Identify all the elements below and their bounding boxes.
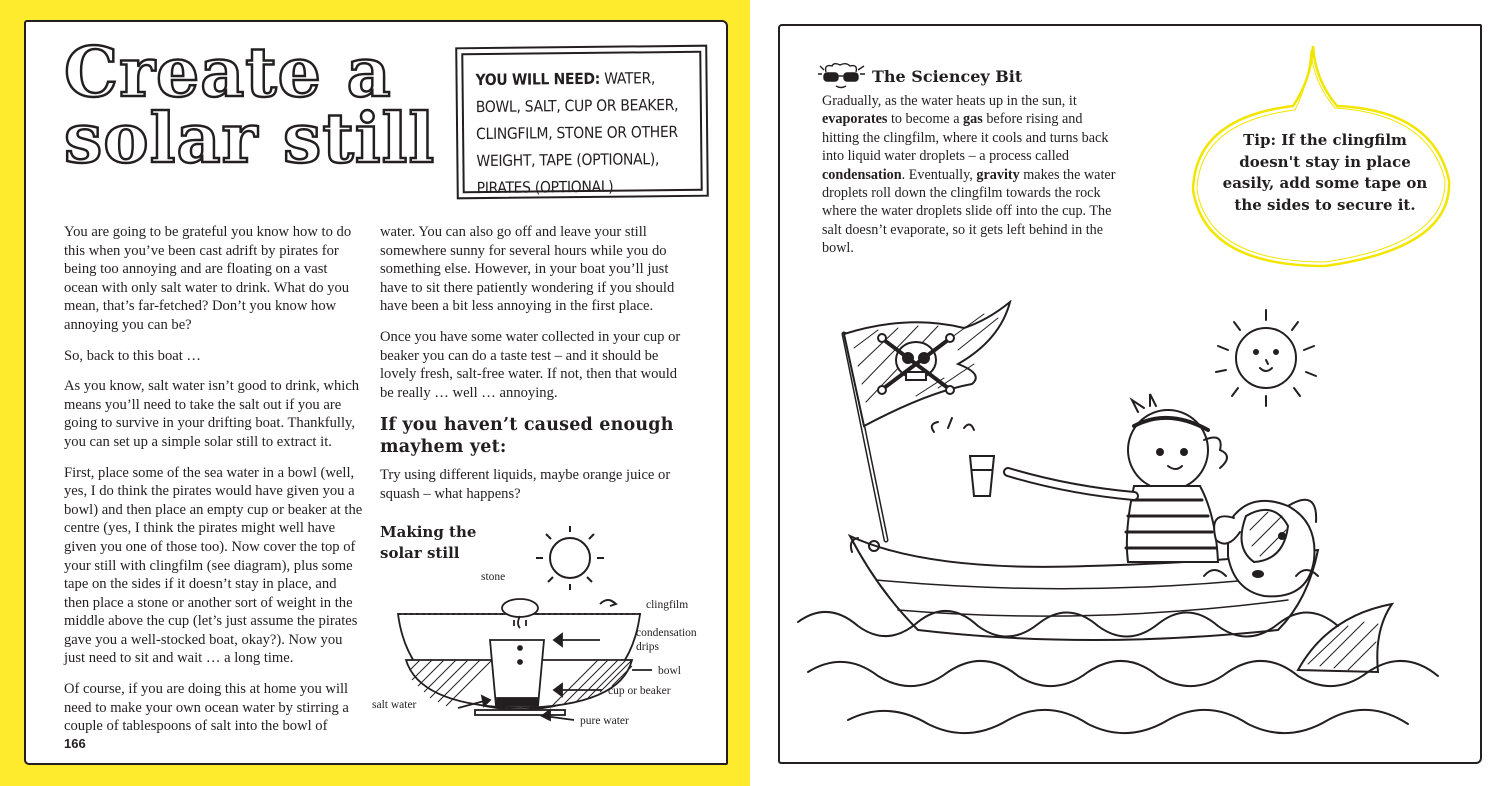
clingfilm-label: clingfilm <box>646 599 689 611</box>
paragraph: First, place some of the sea water in a bowl (well, yes, I do think the pirates would have given you a bowl) and then place an empty cup or beaker at the centre (yes, I think the pirates might well have given you one of those too). Now cover the top of your still with clingfilm (see diagram), plus some tape on the sides if it doesn’t stay in place, and then place a stone or another sort of weight in the middle above the cup (let’s just assume the pirates gave you a well-stocked boat, okay?). Now you just need to sit and wait … a long time. <box>64 464 363 667</box>
sun-icon <box>536 526 604 590</box>
solar-still-drawing <box>370 520 710 730</box>
you-will-need-box <box>455 45 709 200</box>
kid-body <box>1127 486 1218 562</box>
sun-icon <box>1216 310 1316 406</box>
bowl-label: bowl <box>658 665 681 677</box>
scientist-icon <box>818 62 866 90</box>
body-column-2 <box>380 223 686 516</box>
science-text-run: before rising and hitting the clingfilm, where it cools and turns back into liquid water droplets – a process called <box>822 111 1109 165</box>
page-number: 166 <box>64 736 86 751</box>
science-heading <box>818 62 1022 90</box>
science-keyword: evaporates <box>822 111 888 128</box>
science-keyword: gas <box>963 111 983 128</box>
diagram-title: Making the solar still <box>380 523 477 562</box>
page-title <box>64 33 436 179</box>
title-line-2: solar still <box>64 99 436 179</box>
science-text-run: makes the water droplets roll down the clingfilm towards the rock where the water droplets slide off into the cup. The salt doesn’t evaporate, so it gets left behind in the bowl. <box>822 166 1116 257</box>
salt-water-label: salt water <box>372 699 417 711</box>
science-keyword: condensation <box>822 166 902 183</box>
paragraph: You are going to be grateful you know how to do this when you’ve been cast adrift by pirates for being too annoying and are floating on a vast ocean with only salt water to drink. What do you mean, that’s far-fetched? Don’t you know how annoying you can be? <box>64 224 352 333</box>
you-will-need-items: WATER, BOWL, SALT, CUP OR BEAKER, CLINGFILM, STONE OR OTHER WEIGHT, TAPE (OPTIONAL), PIRATES (OPTIONAL) <box>475 69 679 198</box>
cup-label: cup or beaker <box>608 685 671 697</box>
condensation-label: condensation drips <box>636 627 697 653</box>
science-title: The Sciencey Bit <box>872 66 1023 86</box>
paragraph: Of course, if you are doing this at home you will need to make your own ocean water by stirring a couple of tablespoons of salt into the bowl of <box>64 681 349 735</box>
pure-water <box>497 698 537 705</box>
body-column-1 <box>64 223 364 748</box>
cup <box>490 640 544 706</box>
paragraph: Once you have some water collected in your cup or beaker you can do a taste test – and it should be lovely fresh, salt-free water. If not, then that would be really … well … annoying. <box>380 328 681 401</box>
mayhem-paragraph: Try using different liquids, maybe orange juice or squash – what happens? <box>380 467 671 502</box>
mayhem-subheading: If you haven’t caused enough mayhem yet: <box>380 415 674 458</box>
science-text <box>822 92 1122 258</box>
paragraph: As you know, salt water isn’t good to drink, which means you’ll need to take the salt out if you are going to survive in your drifting boat. Thankfully, you can set up a simple solar still to extract it. <box>64 378 360 450</box>
title-line-1: Create a <box>64 33 392 113</box>
science-text-run: . Eventually, <box>901 166 977 183</box>
science-keyword: gravity <box>976 166 1020 183</box>
tip-text: Tip: If the clingfilm doesn't stay in place easily, add some tape on the sides to secure it. <box>1222 131 1428 214</box>
paragraph: water. You can also go off and leave your still somewhere sunny for several hours while you do something else. However, in your boat you’ll just have to sit there patiently wondering if you should have been a bit less annoying in the first place. <box>380 224 675 315</box>
solar-still-diagram <box>370 520 710 730</box>
glass-icon <box>970 456 994 496</box>
paragraph: So, back to this boat … <box>64 347 202 364</box>
stone-label: stone <box>481 571 506 583</box>
you-will-need-text <box>475 65 688 202</box>
stone <box>502 599 538 617</box>
you-will-need-label: YOU WILL NEED: <box>475 69 601 90</box>
wave <box>848 710 1408 733</box>
shark-fin <box>1298 604 1392 672</box>
pure-water-label: pure water <box>580 715 629 727</box>
pirate-boat-illustration <box>788 300 1468 750</box>
science-text-run: to become a <box>887 111 964 128</box>
science-text-run: Gradually, as the water heats up in the sun, it <box>822 93 1077 109</box>
